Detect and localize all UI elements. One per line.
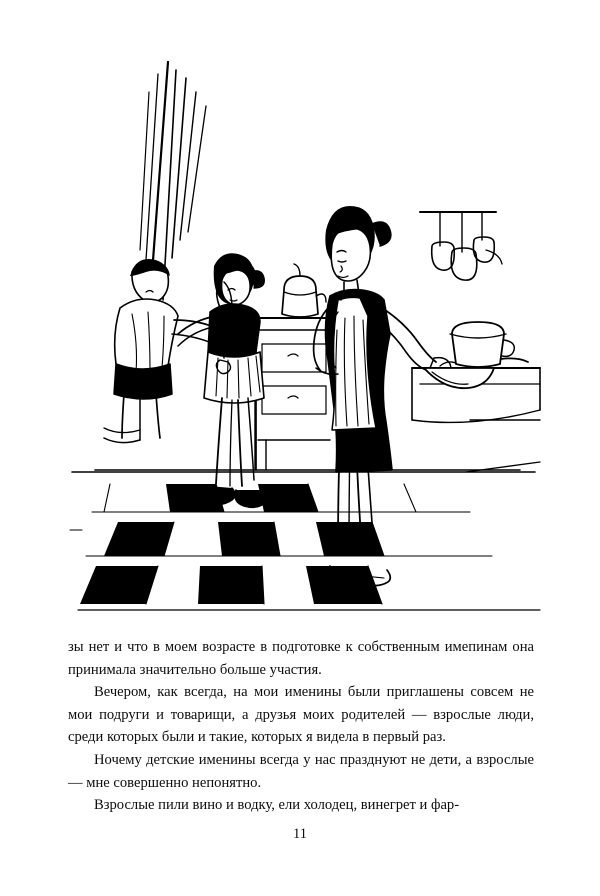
page-number: 11 (293, 826, 307, 842)
body-text (68, 636, 534, 817)
paragraph-2: Ночему детские именины всегда у нас празднуют не дети, а взрослые — мне совершенно непонятно. (68, 751, 534, 791)
paragraph-1: Вечером, как всегда, на мои именины были приглашены совсем не мои подруги и товарищи, а друзья моих родителей — взрослые люди, среди которых были и такие, которых я видела в первый раз. (68, 684, 534, 746)
paragraph-3: Взрослые пили вино и водку, ели холодец, винегрет и фар- (94, 797, 460, 814)
paragraph-0: зы нет и что в моем возрасте в подготовке к собственным имепинам она принимала значительно больше участия. (68, 639, 534, 678)
